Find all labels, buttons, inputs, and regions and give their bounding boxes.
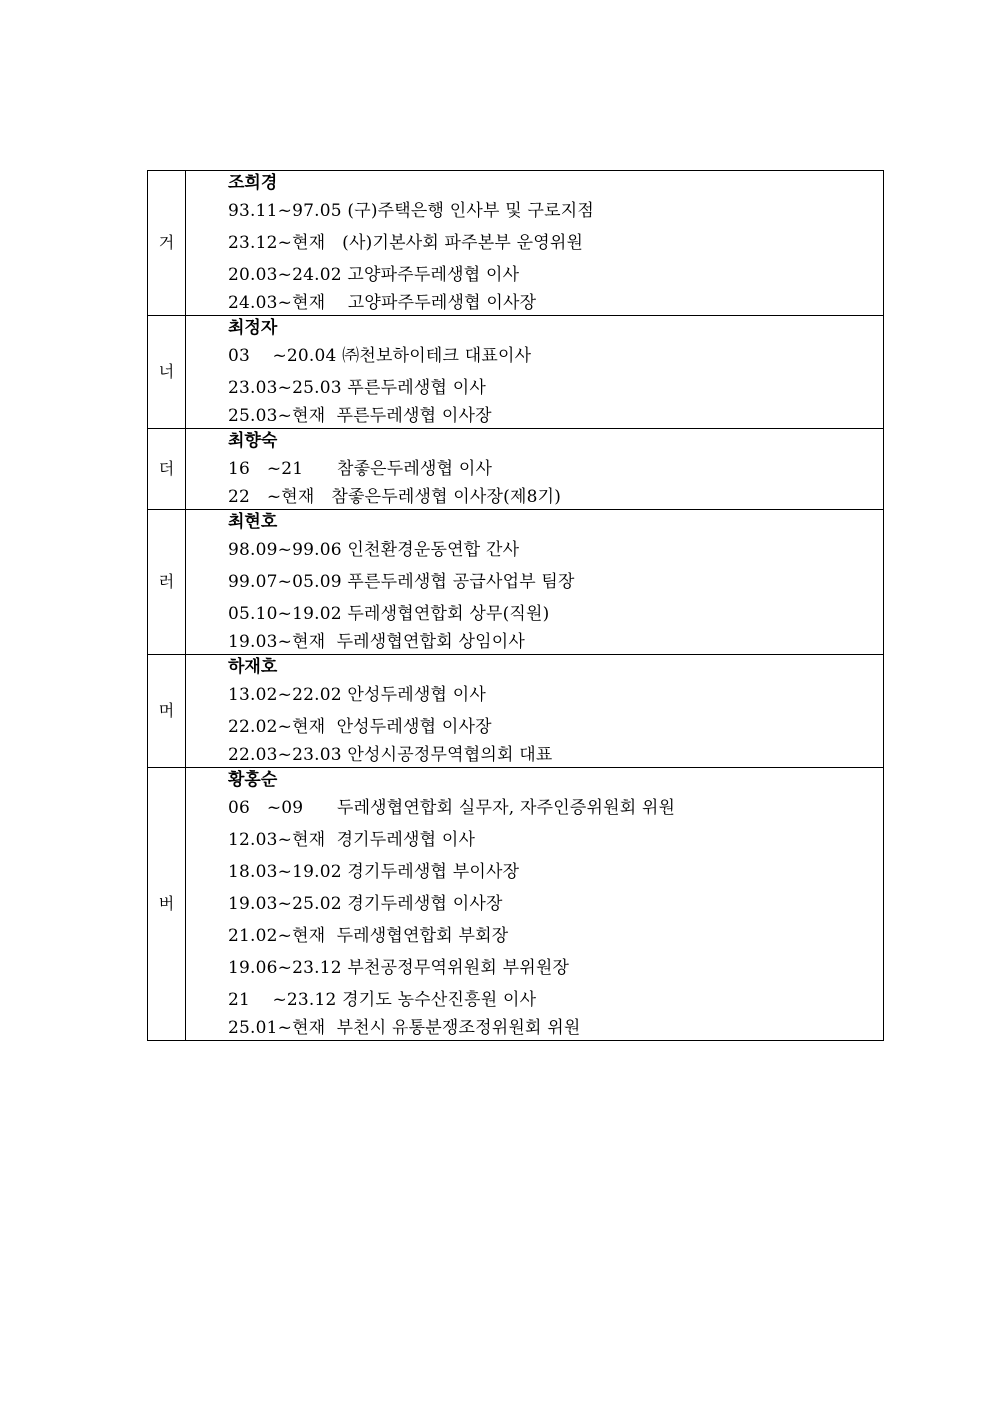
career-line: 21.02~현재 두레생협연합회 부회장 — [228, 926, 509, 946]
candidate-content — [186, 768, 884, 1041]
career-line: 22.02~현재 안성두레생협 이사장 — [228, 717, 492, 737]
career-line: 19.06~23.12 부천공정무역위원회 부위원장 — [228, 958, 570, 978]
candidate-content — [186, 429, 884, 510]
candidate-row — [148, 655, 884, 768]
career-line: 23.03~25.03 푸른두레생협 이사 — [228, 378, 486, 398]
candidates-table-body — [148, 171, 884, 1041]
career-line: 93.11~97.05 (구)주택은행 인사부 및 구로지점 — [228, 201, 594, 221]
career-line: 25.01~현재 부천시 유통분쟁조정위원회 위원 — [228, 1018, 581, 1038]
candidate-label: 너 — [148, 316, 186, 429]
candidate-label: 거 — [148, 171, 186, 316]
candidate-row — [148, 510, 884, 655]
career-line: 12.03~현재 경기두레생협 이사 — [228, 830, 476, 850]
candidate-row — [148, 429, 884, 510]
career-line: 23.12~현재 (사)기본사회 파주본부 운영위원 — [228, 233, 584, 253]
candidate-name: 황홍순 — [228, 770, 278, 790]
career-line: 18.03~19.02 경기두레생협 부이사장 — [228, 862, 520, 882]
candidate-row — [148, 171, 884, 316]
career-line: 06 ~09 두레생협연합회 실무자, 자주인증위원회 위원 — [228, 798, 676, 818]
career-line: 99.07~05.09 푸른두레생협 공급사업부 팀장 — [228, 572, 575, 592]
career-line: 20.03~24.02 고양파주두레생협 이사 — [228, 265, 520, 285]
candidate-name: 최현호 — [228, 512, 278, 532]
candidate-name: 조희경 — [228, 173, 278, 193]
career-line: 19.03~25.02 경기두레생협 이사장 — [228, 894, 503, 914]
candidate-label: 머 — [148, 655, 186, 768]
career-line: 98.09~99.06 인천환경운동연합 간사 — [228, 540, 520, 560]
candidate-row — [148, 316, 884, 429]
career-line: 05.10~19.02 두레생협연합회 상무(직원) — [228, 604, 550, 624]
career-line: 03 ~20.04 ㈜천보하이테크 대표이사 — [228, 346, 532, 366]
candidate-content — [186, 316, 884, 429]
career-line: 21 ~23.12 경기도 농수산진흥원 이사 — [228, 990, 537, 1010]
candidates-table — [147, 170, 884, 1041]
candidate-name: 하재호 — [228, 657, 278, 677]
candidate-name: 최정자 — [228, 318, 278, 338]
candidate-content — [186, 655, 884, 768]
career-line: 19.03~현재 두레생협연합회 상임이사 — [228, 632, 526, 652]
career-line: 25.03~현재 푸른두레생협 이사장 — [228, 406, 492, 426]
career-line: 22.03~23.03 안성시공정무역협의회 대표 — [228, 745, 553, 765]
candidate-label: 버 — [148, 768, 186, 1041]
candidate-label: 러 — [148, 510, 186, 655]
career-line: 16 ~21 참좋은두레생협 이사 — [228, 459, 493, 479]
candidate-content — [186, 171, 884, 316]
candidate-label: 더 — [148, 429, 186, 510]
candidate-row — [148, 768, 884, 1041]
career-line: 22 ~현재 참좋은두레생협 이사장(제8기) — [228, 487, 562, 507]
career-line: 24.03~현재 고양파주두레생협 이사장 — [228, 293, 537, 313]
candidate-name: 최향숙 — [228, 431, 278, 451]
career-line: 13.02~22.02 안성두레생협 이사 — [228, 685, 486, 705]
candidate-content — [186, 510, 884, 655]
